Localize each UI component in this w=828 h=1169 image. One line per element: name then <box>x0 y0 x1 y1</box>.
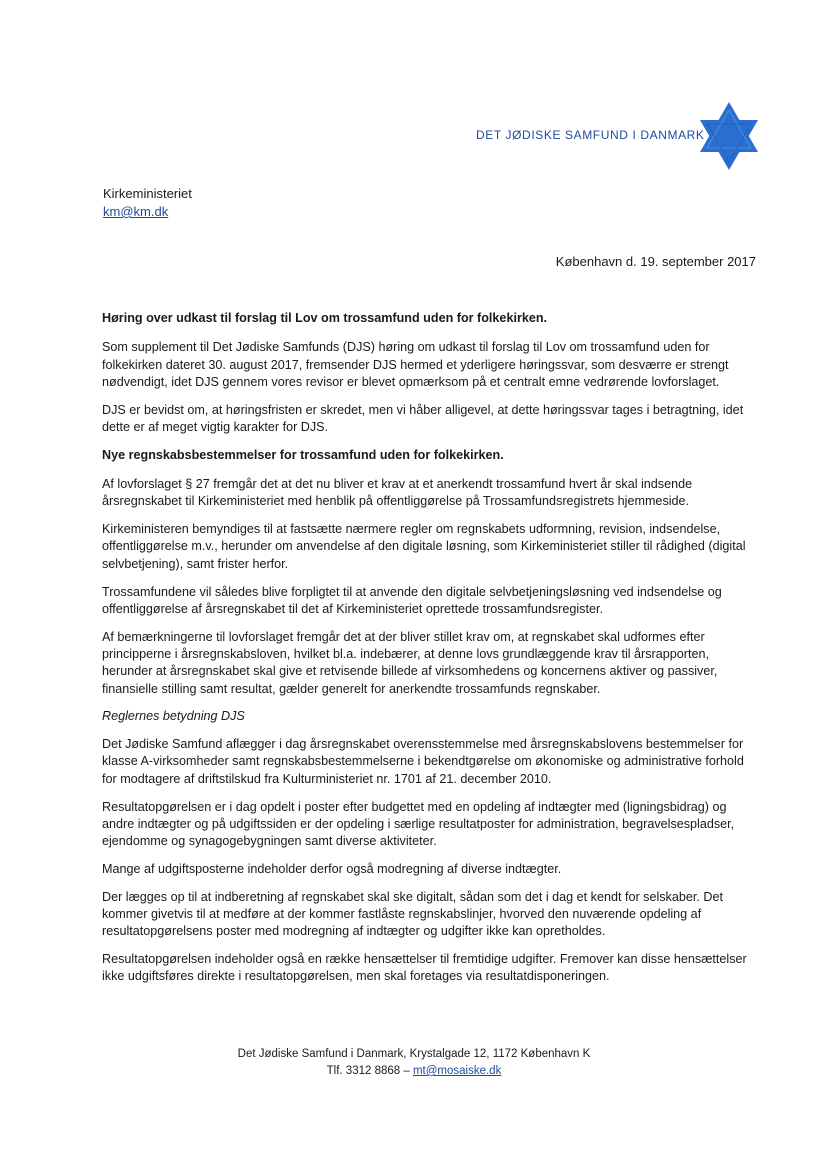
footer-email-link[interactable]: mt@mosaiske.dk <box>412 1065 502 1077</box>
paragraph: Resultatopgørelsen indeholder også en række hensættelser til fremtidige udgifter. Fremover kan disse hensættelser ikke udgiftsføres direkte i resultatopgørelsen, men skal foretages via resultatdisponeringen. <box>102 952 747 984</box>
star-of-david-icon <box>696 100 762 172</box>
footer-contact <box>0 1063 828 1080</box>
paragraph: Kirkeministeren bemyndiges til at fastsætte nærmere regler om regnskabets udformning, revision, indsendelse, offentliggørelse m.v., herunder om anvendelse af den digitale løsning, som Kirkeministeriet stiller til rådighed (digital selvbetjening), samt frister herfor. <box>102 522 746 571</box>
paragraph: Af lovforslaget § 27 fremgår det at det nu bliver et krav at et anerkendt trossamfund hvert år skal indsende årsregnskabet til Kirkeministeriet med henblik på offentliggørelse på Trossamfundsregistrets hjemmeside. <box>102 477 693 509</box>
paragraph: Af bemærkningerne til lovforslaget fremgår det at der bliver stillet krav om, at regnskabet skal udformes efter principperne i årsregnskabsloven, hvilket bl.a. indebærer, at denne lovs grundlæggende krav til årsrapporten, herunder at årsregnskabet skal give et retvisende billede af virksomhedens og koncernens aktiver og passiver, finansielle stilling samt resultat, gælder generelt for anerkendte trossamfunds regnskaber. <box>102 629 718 696</box>
section-title: Nye regnskabsbestemmelser for trossamfund uden for folkekirken. <box>102 447 504 462</box>
footer-phone: Tlf. 3312 8868 – <box>326 1065 410 1077</box>
footer <box>0 1046 828 1080</box>
subsection-title: Reglernes betydning DJS <box>102 709 245 724</box>
paragraph: Resultatopgørelsen er i dag opdelt i poster efter budgettet med en opdeling af indtægter med (ligningsbidrag) og andre indtægter og på udgiftssiden er der opdeling i særlige resultatposter for administration, begravelsespladser, ejendomme og synagogebygningen samt diverse aktiviteter. <box>102 799 735 849</box>
letterhead <box>470 100 770 180</box>
paragraph: Mange af udgiftsposterne indeholder derfor også modregning af diverse indtægter. <box>102 861 562 876</box>
paragraph: Der lægges op til at indberetning af regnskabet skal ske digitalt, sådan som det i dag et kendt for selskaber. Det kommer givetvis til at medføre at der kommer fastlåste regnskabslinjer, hvorved den nuværende opdeling af resultatopgørelsens poster med modregning af indtægter og udgifter ikke kan opretholdes. <box>102 889 723 939</box>
letter-title: Høring over udkast til forslag til Lov om trossamfund uden for folkekirken. <box>102 311 548 325</box>
paragraph: DJS er bevidst om, at høringsfristen er skredet, men vi håber alligevel, at dette høringssvar tages i betragtning, idet dette er af meget vigtig karakter for DJS. <box>102 402 744 434</box>
dateline: København d. 19. september 2017 <box>555 254 756 269</box>
organization-name: DET JØDISKE SAMFUND I DANMARK <box>476 128 705 142</box>
letter-body <box>102 310 762 996</box>
footer-address: Det Jødiske Samfund i Danmark, Krystalgade 12, 1172 København K <box>237 1048 591 1060</box>
paragraph: Som supplement til Det Jødiske Samfunds (DJS) høring om udkast til forslag til Lov om trossamfund uden for folkekirken dateret 30. august 2017, fremsender DJS hermed et yderligere høringssvar, som desværre er strengt nødvendigt, idet DJS gennem vores revisor er blevet opmærksom på et centralt emne vedrørende lovforslaget. <box>102 340 729 389</box>
recipient-block <box>103 185 192 221</box>
recipient-email-link[interactable]: km@km.dk <box>103 204 169 219</box>
recipient-name: Kirkeministeriet <box>103 186 192 201</box>
paragraph: Det Jødiske Samfund aflægger i dag årsregnskabet overensstemmelse med årsregnskabslovens bestemmelser for klasse A-virksomheder samt regnskabsbestemmelserne i bekendtgørelse om økonomiske og administrative forhold for modtagere af driftstilskud fra Kulturministeriet nr. 1701 af 21. december 2010. <box>102 737 744 786</box>
paragraph: Trossamfundene vil således blive forpligtet til at anvende den digitale selvbetjeningsløsning ved indsendelse og offentliggørelse af årsregnskabet til det af Kirkeministeriet oprettede trossamfundsregister. <box>102 584 722 616</box>
